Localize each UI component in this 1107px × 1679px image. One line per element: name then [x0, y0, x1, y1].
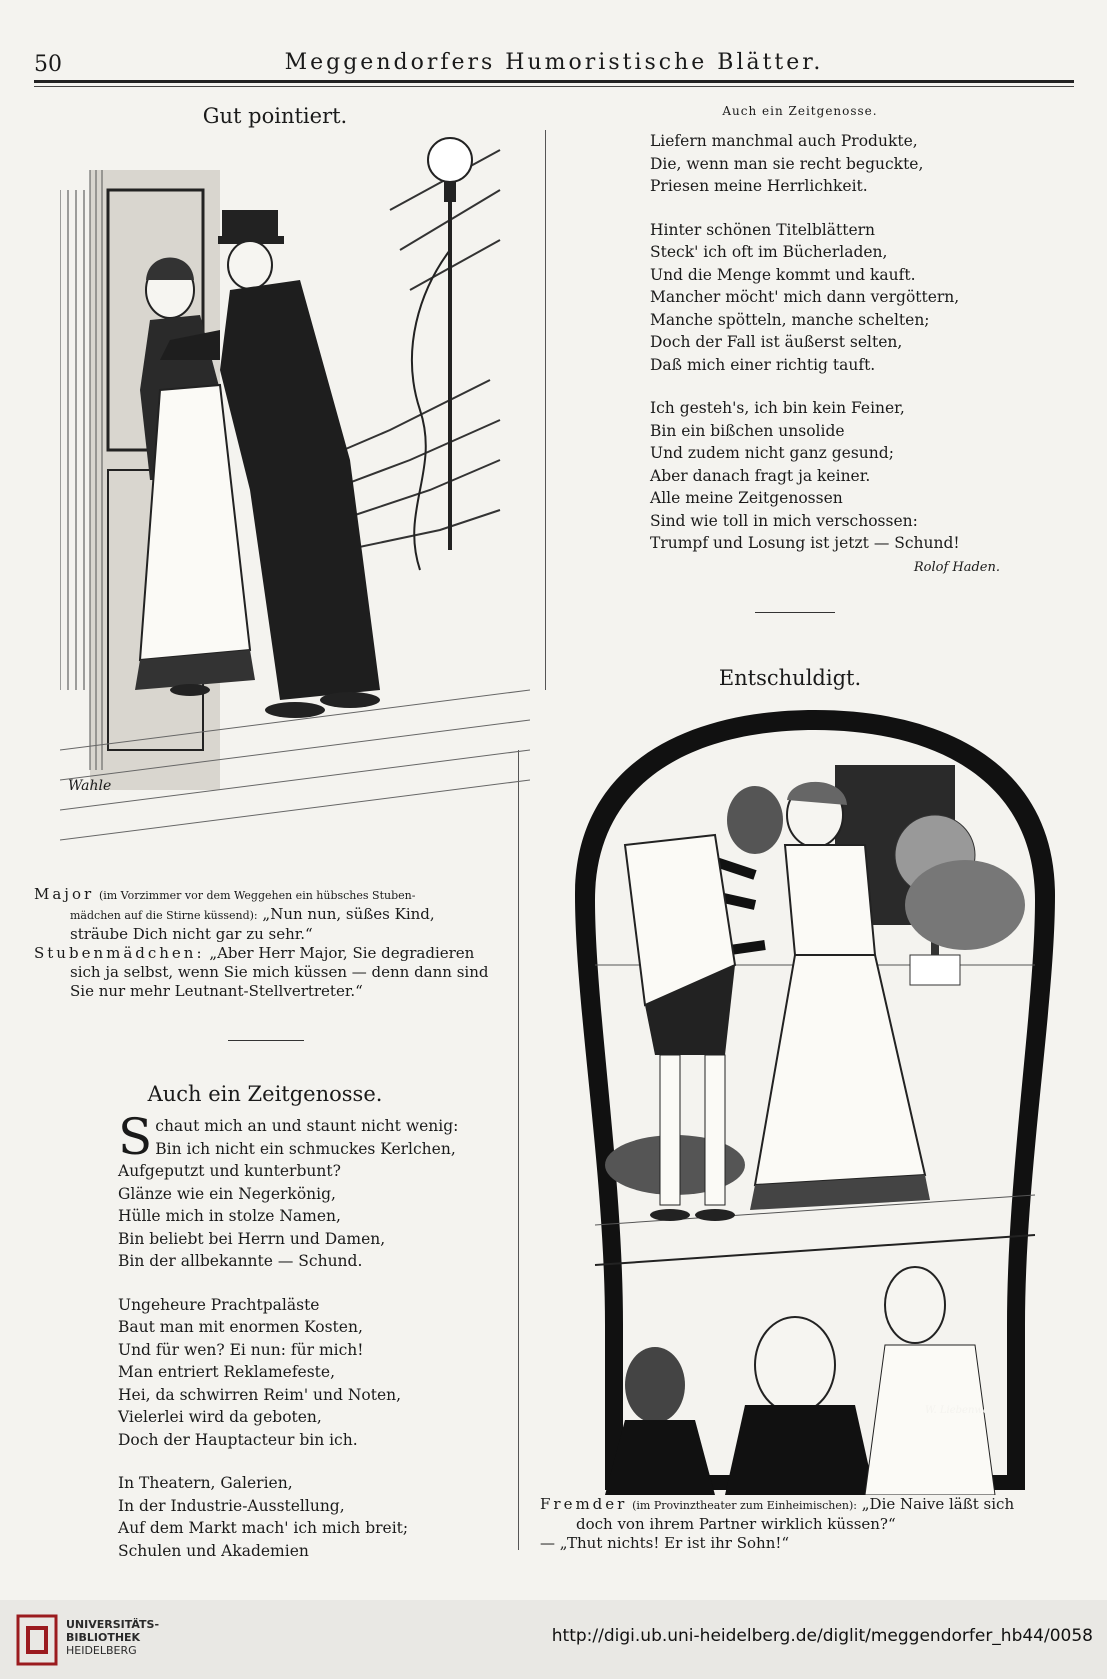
caption-line: sich ja selbst, wenn Sie mich küssen — denn dann sind [70, 963, 489, 981]
library-logo-icon [14, 1612, 60, 1668]
library-name [66, 1618, 159, 1657]
column-divider-bottom [518, 750, 519, 1550]
caption-line: doch von ihrem Partner wirklich küssen?“ [576, 1515, 896, 1533]
poem-line: In der Industrie-Ausstellung, [118, 1496, 345, 1515]
poem-author: Rolof Haden. [913, 560, 1000, 575]
caption-line [34, 944, 514, 963]
gut-pointiert-caption [34, 885, 514, 1001]
library-name-line: UNIVERSITÄTS- [66, 1618, 160, 1631]
page-number: 50 [34, 52, 62, 77]
caption-text: „Aber Herr Major, Sie degradieren [209, 944, 475, 962]
poem-line: Bin beliebt bei Herrn und Damen, [118, 1229, 386, 1248]
caption-stage-direction: (im Vorzimmer vor dem Weggehen ein hübsches Stuben- [98, 889, 416, 902]
poem-line: Man entriert Reklamefeste, [118, 1363, 336, 1381]
poem-line: Auf dem Markt mach' ich mich breit; [118, 1519, 409, 1537]
entschuldigt-title: Entschuldigt. [718, 666, 862, 690]
poem-line: Hei, da schwirren Reim' und Noten, [118, 1385, 402, 1404]
poem-line: Priesen meine Herrlichkeit. [650, 177, 868, 195]
caption-line: — „Thut nichts! Er ist ihr Sohn!“ [540, 1534, 790, 1552]
poem-line: Glänze wie ein Negerkönig, [118, 1184, 336, 1203]
poem-line: Schulen und Akademien [118, 1541, 309, 1560]
caption-text: „Die Naive läßt sich [861, 1495, 1015, 1513]
poem-stanza [118, 1472, 508, 1562]
poem-line: Aufgeputzt und kunterbunt? [118, 1162, 341, 1180]
poem-line: Bin ich nicht ein schmuckes Kerlchen, [155, 1139, 456, 1158]
poem-line: Baut man mit enormen Kosten, [118, 1318, 363, 1336]
poem-line: Und zudem nicht ganz gesund; [650, 444, 894, 462]
poem-stanza [118, 1108, 508, 1273]
poem-line: Liefern manchmal auch Produkte, [650, 132, 918, 150]
poem-line: Die, wenn man sie recht beguckte, [650, 154, 924, 173]
theater-kiss-drawing [565, 705, 1065, 1495]
poem-line: Vielerlei wird da geboten, [118, 1408, 322, 1426]
header-rule-thick [34, 80, 1074, 83]
drop-cap: S [118, 1108, 153, 1166]
entschuldigt-caption [540, 1495, 1060, 1553]
poem-line: Trumpf und Losung ist jetzt — Schund! [650, 534, 960, 552]
entschuldigt-illustration [565, 705, 1065, 1495]
caption-speaker: Major [34, 885, 95, 903]
zeitgenosse-running-title: Auch ein Zeitgenosse. [722, 104, 878, 118]
major-and-maid-drawing [60, 130, 530, 870]
library-footer [0, 1600, 1107, 1679]
gut-pointiert-signature: Wahle [68, 778, 112, 794]
poem-stanza [650, 219, 1050, 377]
poem-stanza [650, 130, 1050, 198]
caption-speaker: Stubenmädchen: [34, 944, 205, 962]
gut-pointiert-title: Gut pointiert. [202, 104, 348, 128]
poem-line: Hülle mich in stolze Namen, [118, 1207, 341, 1225]
caption-line [540, 1495, 1060, 1515]
poem-line: Und für wen? Ei nun: für mich! [118, 1340, 364, 1359]
poem-line: Aber danach fragt ja keiner. [650, 466, 871, 485]
poem-line: Bin ein bißchen unsolide [650, 421, 845, 440]
poem-line: Alle meine Zeitgenossen [650, 489, 843, 507]
poem-line: Mancher möcht' mich dann vergöttern, [650, 288, 960, 306]
library-name-line: BIBLIOTHEK [66, 1631, 141, 1644]
poem-line: chaut mich an und staunt nicht wenig: [155, 1117, 459, 1135]
section-divider [755, 612, 835, 613]
poem-line: Steck' ich oft im Bücherladen, [650, 243, 888, 261]
poem-line: Daß mich einer richtig tauft. [650, 355, 876, 374]
poem-line: Doch der Hauptacteur bin ich. [118, 1430, 358, 1449]
caption-speaker: Fremder [540, 1495, 628, 1513]
caption-stage-direction: (im Provinztheater zum Einheimischen): [632, 1499, 857, 1512]
header-rule-thin [34, 86, 1074, 87]
gut-pointiert-illustration [60, 130, 530, 870]
poem-line: Hinter schönen Titelblättern [650, 220, 876, 239]
zeitgenosse-poem-right [650, 130, 1050, 576]
caption-text: „Nun nun, süßes Kind, [262, 905, 435, 923]
poem-line: Sind wie toll in mich verschossen: [650, 511, 918, 530]
journal-title: Meggendorfers Humoristische Blätter. [284, 50, 824, 75]
zeitgenosse-title: Auch ein Zeitgenosse. [147, 1082, 383, 1106]
library-name-line: HEIDELBERG [66, 1644, 137, 1657]
poem-stanza [650, 397, 1050, 555]
section-divider [228, 1040, 304, 1041]
caption-line: sträube Dich nicht gar zu sehr.“ [70, 925, 313, 943]
caption-line: Sie nur mehr Leutnant-Stellvertreter.“ [70, 982, 363, 1000]
entschuldigt-signature: W. Liebenwein [925, 1405, 999, 1416]
column-divider-top [545, 130, 546, 690]
poem-line: Und die Menge kommt und kauft. [650, 265, 916, 284]
caption-line [34, 905, 514, 925]
poem-line: Ich gesteh's, ich bin kein Feiner, [650, 399, 905, 417]
poem-line: In Theatern, Galerien, [118, 1474, 293, 1492]
caption-line [34, 885, 514, 905]
caption-stage-direction: mädchen auf die Stirne küssend): [70, 909, 258, 922]
poem-line: Bin der allbekannte — Schund. [118, 1252, 363, 1270]
poem-stanza [118, 1294, 508, 1452]
zeitgenosse-poem-left [118, 1108, 508, 1583]
poem-line: Doch der Fall ist äußerst selten, [650, 333, 903, 351]
poem-line: Ungeheure Prachtpaläste [118, 1295, 320, 1314]
source-url-link[interactable]: http://digi.ub.uni-heidelberg.de/diglit/meggendorfer_hb44/0058 [551, 1626, 1093, 1646]
poem-line: Manche spötteln, manche schelten; [650, 310, 930, 329]
